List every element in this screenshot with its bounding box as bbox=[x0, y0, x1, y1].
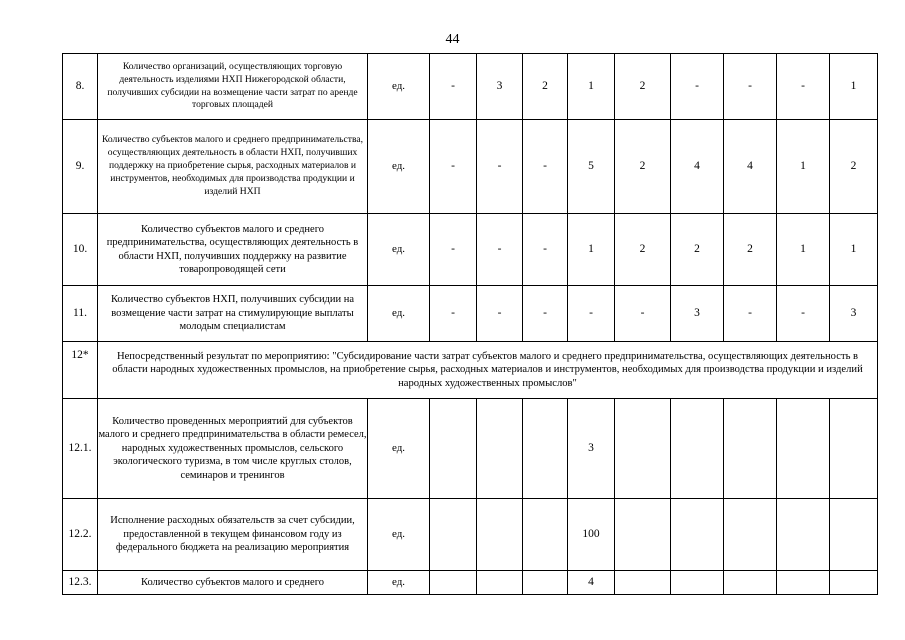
row-description: Исполнение расходных обязательств за счет субсидии, предоставленной в текущем финансовом году из федерального бюджета на реализацию мероприятия bbox=[98, 499, 368, 571]
value-cell: - bbox=[777, 54, 830, 120]
value-cell bbox=[777, 399, 830, 499]
row-number: 11. bbox=[63, 286, 98, 342]
value-cell: - bbox=[523, 120, 568, 214]
value-cell bbox=[523, 499, 568, 571]
value-cell bbox=[671, 499, 724, 571]
row-unit: ед. bbox=[368, 399, 430, 499]
value-cell: 4 bbox=[568, 571, 615, 595]
value-cell bbox=[671, 399, 724, 499]
value-cell bbox=[724, 499, 777, 571]
value-cell: 100 bbox=[568, 499, 615, 571]
table-row bbox=[63, 214, 878, 286]
value-cell bbox=[430, 499, 477, 571]
value-cell: - bbox=[430, 286, 477, 342]
value-cell bbox=[777, 499, 830, 571]
value-cell: - bbox=[615, 286, 671, 342]
value-cell: 2 bbox=[830, 120, 878, 214]
row-description: Количество организаций, осуществляющих торговую деятельность изделиями НХП Нижегородской области, получивших субсидии на возмещение части затрат по аренде торговых площадей bbox=[98, 54, 368, 120]
table-row bbox=[63, 499, 878, 571]
row-unit: ед. bbox=[368, 120, 430, 214]
value-cell bbox=[671, 571, 724, 595]
value-cell bbox=[523, 571, 568, 595]
row-unit: ед. bbox=[368, 214, 430, 286]
row-description: Количество субъектов НХП, получивших субсидии на возмещение части затрат на стимулирующие выплаты молодым специалистам bbox=[98, 286, 368, 342]
value-cell: - bbox=[430, 120, 477, 214]
row-unit: ед. bbox=[368, 54, 430, 120]
value-cell: 2 bbox=[615, 214, 671, 286]
value-cell bbox=[830, 399, 878, 499]
value-cell: 3 bbox=[568, 399, 615, 499]
value-cell: - bbox=[477, 120, 523, 214]
row-number: 12.1. bbox=[63, 399, 98, 499]
indicators-table bbox=[62, 53, 878, 595]
value-cell: - bbox=[430, 54, 477, 120]
row-number: 9. bbox=[63, 120, 98, 214]
value-cell: 1 bbox=[777, 214, 830, 286]
value-cell bbox=[615, 499, 671, 571]
value-cell: 1 bbox=[830, 54, 878, 120]
row-description: Количество субъектов малого и среднего bbox=[98, 571, 368, 595]
value-cell: 3 bbox=[477, 54, 523, 120]
value-cell: 3 bbox=[830, 286, 878, 342]
row-number: 12.3. bbox=[63, 571, 98, 595]
section-title: Непосредственный результат по мероприятию: "Субсидирование части затрат субъектов малого и среднего предпринимательства, осуществляющих деятельность в области народных художественных промыслов, на приобретение сырья, расходных материалов и инструментов, необходимых для производства продукции и изделий народных художественных промыслов" bbox=[98, 342, 878, 399]
value-cell bbox=[477, 399, 523, 499]
value-cell: 1 bbox=[568, 214, 615, 286]
row-description: Количество субъектов малого и среднего предпринимательства, осуществляющих деятельность в области НХП, получивших поддержку на развитие товаропроводящей сети bbox=[98, 214, 368, 286]
value-cell: - bbox=[671, 54, 724, 120]
section-row bbox=[63, 342, 878, 399]
value-cell: - bbox=[724, 54, 777, 120]
page-number: 44 bbox=[445, 32, 460, 47]
value-cell bbox=[830, 571, 878, 595]
row-unit: ед. bbox=[368, 499, 430, 571]
row-description: Количество проведенных мероприятий для субъектов малого и среднего предпринимательства в области ремесел, народных художественных промыслов, сельского экологического туризма, в том числе круглых столов, семинаров и тренингов bbox=[98, 399, 368, 499]
value-cell bbox=[777, 571, 830, 595]
value-cell bbox=[615, 571, 671, 595]
value-cell: 1 bbox=[830, 214, 878, 286]
value-cell: 1 bbox=[777, 120, 830, 214]
value-cell: 2 bbox=[523, 54, 568, 120]
row-unit: ед. bbox=[368, 571, 430, 595]
table-row bbox=[63, 120, 878, 214]
value-cell: - bbox=[477, 286, 523, 342]
table-row bbox=[63, 399, 878, 499]
row-number: 10. bbox=[63, 214, 98, 286]
value-cell: 1 bbox=[568, 54, 615, 120]
value-cell bbox=[724, 571, 777, 595]
value-cell bbox=[523, 399, 568, 499]
value-cell: - bbox=[777, 286, 830, 342]
row-number: 8. bbox=[63, 54, 98, 120]
table-row bbox=[63, 54, 878, 120]
value-cell: 5 bbox=[568, 120, 615, 214]
value-cell: - bbox=[724, 286, 777, 342]
value-cell: - bbox=[523, 286, 568, 342]
row-unit: ед. bbox=[368, 286, 430, 342]
value-cell bbox=[724, 399, 777, 499]
value-cell: 2 bbox=[671, 214, 724, 286]
value-cell bbox=[430, 571, 477, 595]
value-cell: - bbox=[568, 286, 615, 342]
value-cell bbox=[830, 499, 878, 571]
table-row bbox=[63, 571, 878, 595]
value-cell: 2 bbox=[615, 120, 671, 214]
value-cell bbox=[477, 499, 523, 571]
value-cell: 2 bbox=[615, 54, 671, 120]
value-cell bbox=[615, 399, 671, 499]
row-number: 12.2. bbox=[63, 499, 98, 571]
value-cell bbox=[477, 571, 523, 595]
value-cell: 4 bbox=[724, 120, 777, 214]
value-cell: - bbox=[430, 214, 477, 286]
value-cell: - bbox=[477, 214, 523, 286]
table-row bbox=[63, 286, 878, 342]
value-cell: - bbox=[523, 214, 568, 286]
row-description: Количество субъектов малого и среднего предпринимательства, осуществляющих деятельность в области НХП, получивших поддержку на приобретение сырья, расходных материалов и инструментов, необходимых для производства продукции и изделий НХП bbox=[98, 120, 368, 214]
value-cell bbox=[430, 399, 477, 499]
value-cell: 2 bbox=[724, 214, 777, 286]
value-cell: 4 bbox=[671, 120, 724, 214]
value-cell: 3 bbox=[671, 286, 724, 342]
section-number: 12* bbox=[63, 342, 98, 399]
